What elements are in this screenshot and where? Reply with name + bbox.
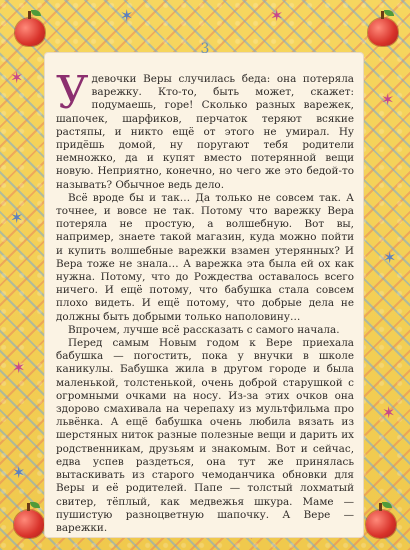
star-icon: ✶: [12, 358, 26, 377]
star-icon: ✶: [382, 403, 396, 422]
apple-icon: [366, 510, 396, 538]
story-paragraph-text: девочки Веры случилась беда: она потеряла варежку. Кто-то, быть может, скажет: подумаешь, горе! Сколько разных варежек, шапочек, шарфиков, перчаток теряют всякие растяпы, и никто ещё от этого не умирал. Ну придёшь домой, ну поругают тебя родители немножко, да и купят вместо потерянной вещи новую. Неприятно, конечно, но чего же это бедой-то называть? Обычное ведь дело.: [56, 73, 354, 191]
star-icon: ✶: [383, 248, 397, 267]
page-number: 3: [200, 41, 210, 57]
star-icon: ✶: [10, 68, 24, 87]
apple-icon: [14, 510, 44, 538]
story-paragraph: Перед самым Новым годом к Вере приехала бабушка — погостить, пока у внучки в школе каникулы. Бабушка жила в другом городе и была маленькой, толстенькой, очень доброй старушкой с огромными очками на носу. Из-за этих очков она здорово смахивала на черепаху из мультфильма про львёнка. А ещё бабушка очень любила вязать из шерстяных ниток разные полезные вещи и дарить их родственникам, друзьям и знакомым. Вот и сейчас, едва успев раздеться, она тут же принялась вытаскивать из старого чемоданчика обновки для Веры и её родителей. Папе — толстый лохматый свитер, тёплый, как медвежья шкура. Маме — пушистую разноцветную шапочку. А Вере — варежки.: [56, 337, 354, 534]
drop-cap: У: [56, 66, 89, 119]
star-icon: ✶: [270, 6, 284, 25]
story-text: [56, 66, 354, 535]
story-paragraph: Всё вроде бы и так… Да только не совсем так. А точнее, и вовсе не так. Потому что варежку Вера потеряла не простую, а волшебную. Вот вы, например, знаете такой магазин, куда можно пойти и купить волшебные варежки взамен утерянных? И Вера тоже не знала… А варежка эта была ей ох как нужна. Потому, что до Рождества оставалось всего ничего. И ещё потому, что бабушка стала совсем плохо видеть. И ещё потому, что добрые дела не должны быть добрыми только наполовину…: [56, 191, 354, 323]
star-icon: ✶: [12, 463, 26, 482]
story-paragraph: [56, 66, 354, 192]
star-icon: ✶: [381, 90, 395, 109]
story-paragraph: Впрочем, лучше всё рассказать с самого начала.: [68, 323, 340, 336]
star-icon: ✶: [10, 208, 24, 227]
star-icon: ✶: [120, 6, 134, 25]
